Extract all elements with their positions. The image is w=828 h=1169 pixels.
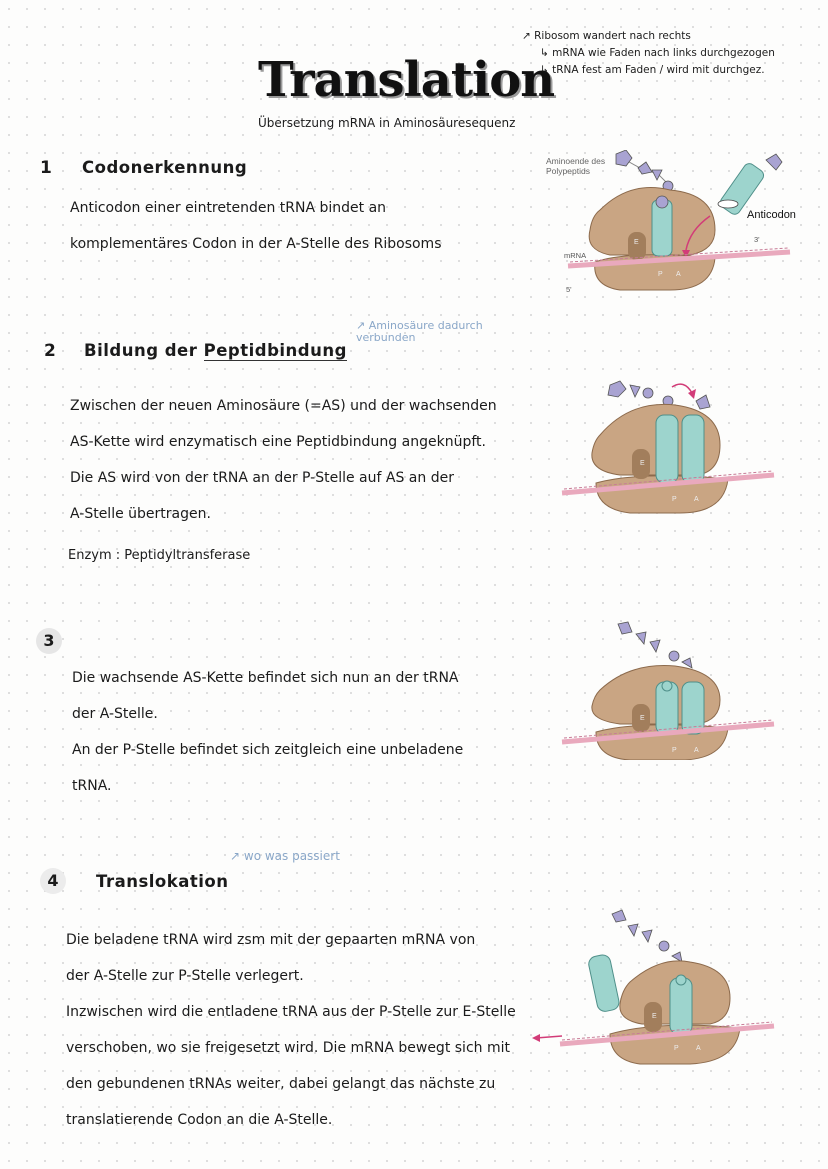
page-subtitle: Übersetzung mRNA in Aminosäuresequenz — [258, 116, 516, 130]
step-3-number: 3 — [36, 628, 62, 654]
step-4-line: der A-Stelle zur P-Stelle verlegert. — [66, 968, 304, 984]
step-1-text — [70, 190, 442, 262]
ribosome-figure-2 — [560, 375, 775, 515]
step-2-heading-prefix: Bildung der — [84, 341, 198, 360]
side-note-1: ↗ Ribosom wandert nach rechts — [522, 30, 691, 42]
step-3-text — [72, 660, 463, 804]
label-E: E — [652, 1013, 657, 1020]
label-A: A — [694, 747, 699, 754]
label-5: 5' — [566, 285, 572, 294]
step-4-line: verschoben, wo sie freigesetzt wird. Die mRNA bewegt sich mit — [66, 1040, 510, 1056]
label-anticodon: Anticodon — [747, 209, 796, 221]
label-3: 3' — [754, 235, 760, 244]
step-4-line: Inzwischen wird die entladene tRNA aus der P-Stelle zur E-Stelle — [66, 1004, 516, 1020]
step-4-note: ↗ wo was passiert — [230, 849, 340, 863]
ribosome-figure-4 — [530, 908, 775, 1068]
step-4-heading: Translokation — [96, 872, 229, 891]
step-2-text — [70, 388, 497, 532]
label-E: E — [640, 715, 645, 722]
step-1-heading: Codonerkennung — [82, 158, 248, 177]
step-1-line: komplementäres Codon in der A-Stelle des Ribosoms — [70, 236, 442, 252]
side-note-2: ↳ mRNA wie Faden nach links durchgezogen — [540, 47, 775, 59]
caption-line: Polypeptids — [546, 166, 590, 176]
caption-line: Aminoende des — [546, 156, 606, 166]
step-4-number: 4 — [40, 868, 66, 894]
ribosome-figure-1 — [540, 150, 825, 300]
label-A: A — [676, 271, 681, 278]
step-2-line: A-Stelle übertragen. — [70, 506, 211, 522]
ribosome-figure-3 — [560, 620, 775, 760]
step-3-line: An der P-Stelle befindet sich zeitgleich eine unbeladene — [72, 742, 464, 758]
step-4-line: translatierende Codon an die A-Stelle. — [66, 1112, 333, 1128]
step-2-enzyme: Enzym : Peptidyltransferase — [68, 548, 251, 563]
step-2-number: 2 — [44, 341, 56, 361]
step-4-line: den gebundenen tRNAs weiter, dabei gelangt das nächste zu — [66, 1076, 496, 1092]
step-3-line: der A-Stelle. — [72, 706, 158, 722]
step-2-line: Die AS wird von der tRNA an der P-Stelle auf AS an der — [70, 470, 454, 486]
label-P: P — [672, 496, 677, 503]
step-1-number: 1 — [40, 158, 52, 178]
label-E: E — [634, 239, 639, 246]
step-2-heading — [84, 341, 347, 360]
label-A: A — [694, 496, 699, 503]
page-title: Translation — [258, 52, 555, 108]
label-E: E — [640, 460, 645, 467]
label-P: P — [674, 1045, 679, 1052]
label-A: A — [696, 1045, 701, 1052]
label-P: P — [672, 747, 677, 754]
side-notes — [522, 28, 775, 79]
label-P: P — [658, 271, 663, 278]
step-2-heading-underlined: Peptidbindung — [203, 341, 347, 360]
step-1-line: Anticodon einer eintretenden tRNA bindet an — [70, 200, 387, 216]
label-mrna: mRNA — [564, 251, 587, 260]
step-4-line: Die beladene tRNA wird zsm mit der gepaarten mRNA von — [66, 932, 476, 948]
step-3-line: Die wachsende AS-Kette befindet sich nun an der tRNA — [72, 670, 459, 686]
step-2-line: Zwischen der neuen Aminosäure (=AS) und der wachsenden — [70, 398, 497, 414]
step-4-text — [66, 922, 516, 1138]
step-2-line: AS-Kette wird enzymatisch eine Peptidbindung angeknüpft. — [70, 434, 486, 450]
step-3-line: tRNA. — [72, 778, 112, 794]
side-note-3: ↳ tRNA fest am Faden / wird mit durchgez. — [540, 64, 765, 76]
step-2-note: ↗ Aminosäure dadurch verbunden — [356, 319, 483, 344]
